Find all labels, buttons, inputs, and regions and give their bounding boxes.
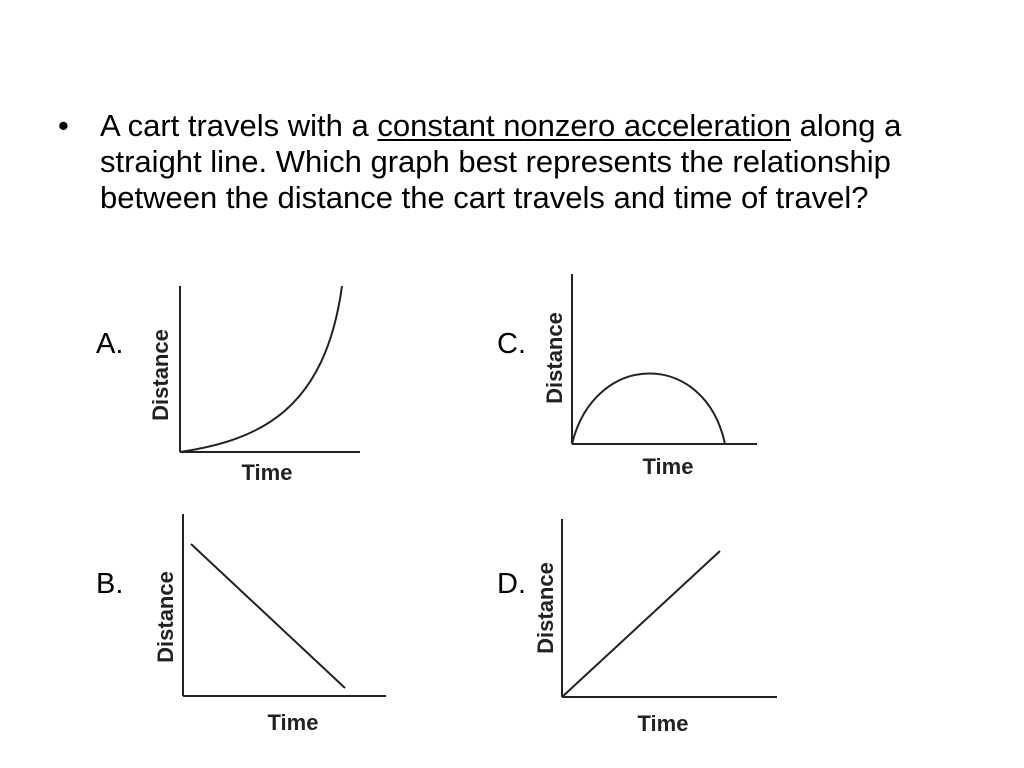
question-after: along a straight line. Which graph best represents the relationship between the distance the cart travels and time of travel? bbox=[100, 108, 902, 215]
option-d-label: D. bbox=[497, 568, 526, 600]
graph-d-curve bbox=[562, 551, 720, 697]
graph-d-xlabel: Time bbox=[637, 711, 689, 736]
question-text bbox=[58, 108, 978, 216]
bullet: • bbox=[58, 108, 69, 143]
graph-b-xlabel: Time bbox=[267, 710, 319, 735]
graph-d bbox=[525, 515, 785, 740]
graph-c-xlabel: Time bbox=[642, 454, 694, 479]
question-emphasis: constant nonzero acceleration bbox=[377, 108, 791, 143]
option-b-label: B. bbox=[96, 568, 124, 600]
graph-c-curve bbox=[572, 374, 725, 445]
graph-b bbox=[143, 510, 393, 740]
graph-a-xlabel: Time bbox=[241, 460, 293, 485]
graph-a-curve bbox=[180, 286, 342, 452]
graph-c-ylabel: Distance bbox=[542, 312, 567, 404]
graph-d-ylabel: Distance bbox=[533, 562, 558, 654]
graph-c bbox=[535, 270, 765, 480]
graph-a bbox=[140, 280, 370, 490]
question-body bbox=[100, 108, 978, 216]
option-a-label: A. bbox=[96, 328, 124, 360]
graph-a-ylabel: Distance bbox=[148, 329, 173, 421]
graph-b-curve bbox=[191, 544, 345, 688]
option-c-label: C. bbox=[497, 328, 526, 360]
graph-b-ylabel: Distance bbox=[153, 571, 178, 663]
question-before: A cart travels with a bbox=[100, 108, 378, 143]
